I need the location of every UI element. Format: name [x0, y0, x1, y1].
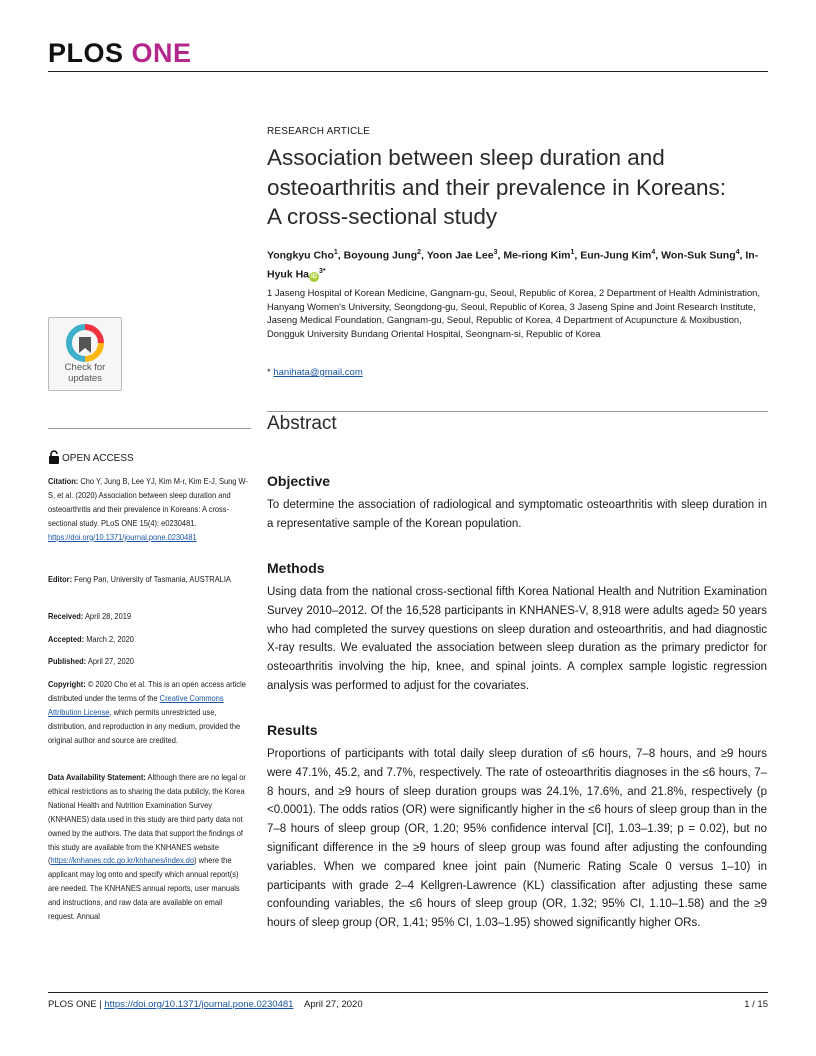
author-affiliation: 1 — [333, 249, 338, 256]
affiliations: 1 Jaseng Hospital of Korean Medicine, Gangnam-gu, Seoul, Republic of Korea, 2 Department of Health Administration, Hanyang Women's University, Seongdong-gu, Seoul, Republic of Korea, 3 Jaseng Spine and Joint Research Institute, Jaseng Medical Foundation, Gangnam-gu, Seoul, Republic of Korea, 4 Department of Acupuncture & Moxibustion, Dongguk University Bundang Oriental Hospital, Seongnam-si, Republic of Korea — [267, 287, 760, 339]
abstract-divider — [267, 411, 768, 412]
footer-divider — [48, 992, 768, 993]
open-lock-icon — [48, 450, 60, 464]
author-list: Yongkyu Cho$^1$, Boyoung Jung$^2$, Yoon Jae Lee$^3$, Me-riong Kim$^1$, Eun-Jung Kim$^4$, Won-Suk Sung$^4$, In-Hyuk Ha $iD^{3*}$ — [267, 249, 759, 280]
corresp-email-link[interactable]: hanihata@gmail.com — [273, 367, 363, 378]
open-access-label — [48, 450, 134, 464]
corresp-marker: * — [267, 367, 274, 378]
corresponding-author — [267, 367, 363, 378]
journal-logo — [48, 38, 192, 68]
citation-doi-link[interactable]: https://doi.org/10.1371/journal.pone.0230481 — [48, 531, 197, 542]
author-name[interactable]: Boyoung Jung — [343, 249, 418, 262]
author-affiliation: 1 — [570, 249, 575, 256]
methods-heading: Methods — [267, 560, 325, 576]
header-divider — [48, 71, 768, 72]
article-type: RESEARCH ARTICLE — [267, 126, 371, 137]
editor-text: Feng Pan, University of Tasmania, AUSTRALIA — [74, 574, 231, 584]
author-affiliation: 2 — [417, 249, 422, 256]
author-name[interactable]: In-Hyuk Ha — [267, 249, 759, 280]
citation-text: Cho Y, Jung B, Lee YJ, Kim M-r, Kim E-J, Sung W-S, et al. (2020) Association between sleep duration and osteoarthritis and their prevalence in Koreans: A cross-sectional study. PLoS ONE 15(4): e0230481. — [48, 476, 248, 528]
knhanes-link[interactable]: https://knhanes.cdc.go.kr/knhanes/index.do — [50, 855, 195, 866]
logo-plos: PLOS — [48, 38, 124, 68]
sidebar-divider — [48, 428, 251, 429]
objective-heading: Objective — [267, 473, 331, 489]
data-availability-text-end: ) where the applicant may log onto and specify which annual report(s) are needed. The KNHANES annual reports, user manuals and instructions, and raw data are available on email request. Annual — [48, 855, 240, 922]
editor-label: Editor: — [48, 574, 73, 584]
citation-label: Citation: — [48, 476, 79, 486]
author-name[interactable]: Me-riong Kim — [503, 249, 571, 262]
accepted-block — [48, 633, 251, 647]
copyright-block — [48, 678, 251, 748]
published-label: Published: — [48, 656, 87, 666]
author-affiliation: 4 — [735, 249, 740, 256]
results-heading: Results — [267, 722, 318, 738]
crossmark-icon — [65, 323, 105, 363]
badge-line2: updates — [68, 373, 102, 384]
accepted-date: March 2, 2020 — [86, 634, 134, 644]
check-for-updates-button[interactable] — [48, 317, 122, 391]
author-name[interactable]: Yoon Jae Lee — [426, 249, 494, 262]
objective-text: To determine the association of radiological and symptomatic osteoarthritis with sleep duration in a representative sample of the Korean population. — [267, 499, 767, 530]
footer-doi-link[interactable]: https://doi.org/10.1371/journal.pone.0230481 — [104, 999, 294, 1010]
received-label: Received: — [48, 611, 84, 621]
author-affiliation: 4 — [651, 249, 656, 256]
editor-block — [48, 573, 251, 587]
author-affiliation: 3* — [319, 267, 326, 275]
orcid-icon[interactable]: iD — [311, 274, 318, 280]
open-access-text: OPEN ACCESS — [62, 453, 134, 464]
author-name[interactable]: Eun-Jung Kim — [580, 249, 652, 262]
logo-one: ONE — [131, 38, 192, 68]
data-availability-label: Data Availability Statement: — [48, 772, 146, 782]
footer-citation — [48, 999, 363, 1010]
data-availability-block — [48, 771, 251, 924]
copyright-text-end: , which permits unrestricted use, distribution, and reproduction in any medium, provided the original author and source are credited. — [48, 706, 241, 745]
citation-block — [48, 475, 251, 545]
article-title: Association between sleep duration and osteoarthritis and their prevalence in Koreans: A cross-sectional study — [267, 145, 727, 229]
published-date: April 27, 2020 — [87, 656, 134, 666]
footer-journal: PLOS ONE | — [48, 999, 105, 1010]
received-date: April 28, 2019 — [84, 611, 132, 621]
footer-date: April 27, 2020 — [304, 999, 363, 1010]
author-affiliation: 3 — [493, 249, 498, 256]
copyright-label: Copyright: — [48, 679, 86, 689]
data-availability-text: Although there are no legal or ethical restrictions as to sharing the data publicly, the Korea National Health and Nutrition Examination Survey (KNHANES) data used in this study are third party data not owned by the authors. The data that support the findings of this study are available from the KNHANES website ( — [48, 772, 246, 866]
accepted-label: Accepted: — [48, 634, 85, 644]
copyright-text: © 2020 Cho et al. This is an open access article distributed under the terms of the — [48, 679, 246, 703]
methods-text: Using data from the national cross-sectional fifth Korea National Health and Nutrition Examination Survey 2010–2012. Of the 16,528 participants in KNHANES-V, 8,918 were adults aged≥ 50 years who had completed the survey questions on sleep duration and osteoarthritis, and had diagnostic X-ray results. We evaluated the association between sleep duration as the primary predictor for osteoarthritis involving the hip, knee, and spinal joints. A complex sample logistic regression analysis was performed to adjust for the covariates. — [267, 586, 767, 692]
badge-line1: Check for — [64, 362, 106, 373]
license-link[interactable]: Creative Commons Attribution License — [48, 692, 224, 717]
results-text: Proportions of participants with total daily sleep duration of ≤6 hours, 7–8 hours, and ≥9 hours were 47.1%, 45.2, and 7.7%, respectively. The rate of osteoarthritis diagnoses in the ≤6 hours, 7–8 hours, and ≥9 hours of sleep duration groups was 24.1%, 17.6%, and 21.8%, respectively (p <0.0001). The odds ratios (OR) were significantly higher in the ≤6 hours of sleep group than in the 7–8 hours of sleep group (OR, 1.20; 95% confidence interval [CI], 1.03–1.39; p = 0.02), but no significant difference in the ≥9 hours of sleep group was found after adjusting the confounding variables. When we compared knee joint pain (Numeric Rating Scale 0 versus 1–10) in participants with grade 2–4 Kellgren-Lawrence (KL) classification after adjusting these same confounding variables, the ≤6 hours of sleep group (OR, 1.32; 95% CI, 1.10–1.58) and the ≥9 hours of sleep group (OR, 1.41; 95% CI, 1.03–1.95) showed significantly higher ORs. — [267, 748, 767, 930]
abstract-heading: Abstract — [267, 413, 337, 434]
page-number: 1 / 15 — [744, 999, 768, 1010]
author-name[interactable]: Yongkyu Cho — [267, 249, 334, 262]
published-block — [48, 655, 251, 669]
author-name[interactable]: Won-Suk Sung — [661, 249, 736, 262]
received-block — [48, 610, 251, 624]
